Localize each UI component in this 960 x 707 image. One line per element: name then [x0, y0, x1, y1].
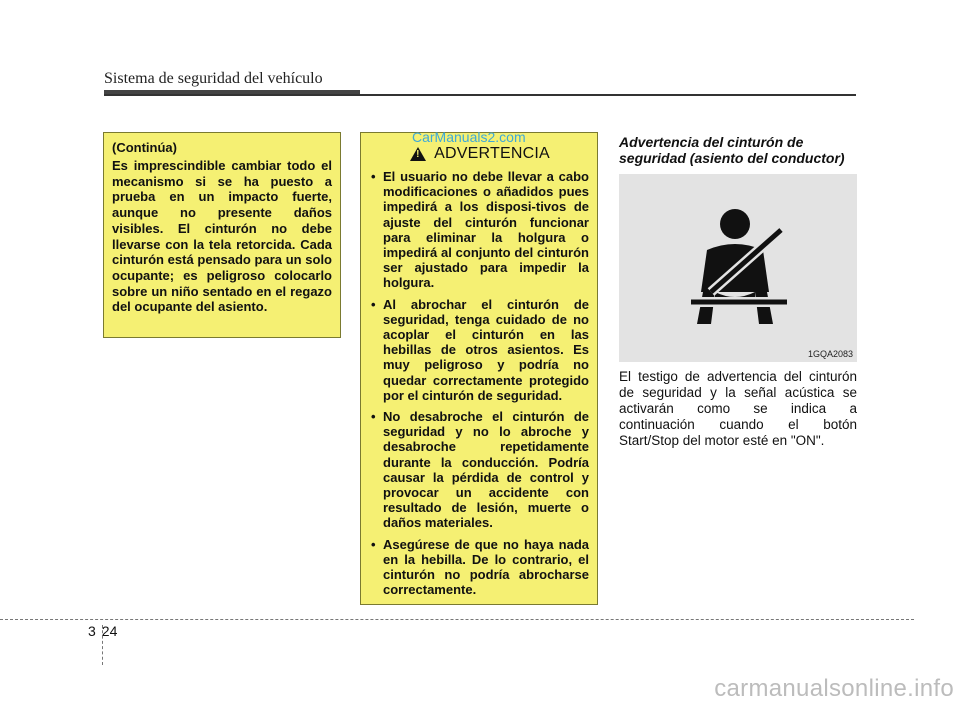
- warning-item: • Al abrochar el cinturón de seguridad, tenga cuidado de no acoplar el cinturón en las hebillas de otros asientos. Es muy peligroso y podría no quedar correctamente protegido por el cinturón de seguridad.: [371, 297, 589, 403]
- seatbelt-warning-figure: [619, 174, 857, 362]
- header-rule: [104, 94, 856, 96]
- warning-item: • No desabroche el cinturón de seguridad y no lo abroche y desabroche repetidamente durante la conducción. Podría causar la pérdida de control y provocar un accidente con resultado de lesión, muerte o daños materiales.: [371, 409, 589, 531]
- warning-header: [371, 145, 589, 163]
- footer-divider: [0, 619, 914, 620]
- figure-code: 1GQA2083: [807, 349, 853, 359]
- continued-warning-box: [103, 132, 341, 338]
- page-number-value: 24: [101, 623, 118, 639]
- warning-box: [360, 132, 598, 605]
- warning-triangle-icon: [410, 147, 426, 161]
- seatbelt-person-icon: [619, 174, 857, 362]
- warning-item: • Asegúrese de que no haya nada en la hebilla. De lo contrario, el cinturón no podría abrocharse correctamente.: [371, 537, 589, 598]
- section-heading: Advertencia del cinturón de seguridad (asiento del conductor): [619, 134, 845, 166]
- chapter-number: 3: [88, 623, 96, 639]
- footer-site-watermark: carmanualsonline.info: [714, 675, 954, 702]
- continued-text: Es imprescindible cambiar todo el mecanismo si se ha puesto a prueba en un impacto fuerte, aunque no presente daños visibles. El cinturón no debe llevarse con la tela retorcida. Cada cinturón está pensado para un solo ocupante; es peligroso colocarlo sobre un niño sentado en el regazo del ocupante del asiento.: [112, 158, 332, 315]
- warning-item: • El usuario no debe llevar a cabo modificaciones o añadidos pues impedirá a los disposi-tivos de ajuste del cinturón funcionar para eliminar la holgura o impedirá al conjunto del cinturón ser ajustado para impedir la holgura.: [371, 169, 589, 291]
- page-header-title: Sistema de seguridad del vehículo: [104, 70, 323, 87]
- warning-list: [371, 169, 589, 597]
- continued-label: (Continúa): [112, 140, 177, 155]
- page-number: [88, 623, 123, 639]
- body-paragraph: El testigo de advertencia del cinturón de seguridad y la señal acústica se activarán como se indica a continuación cuando el botón Start/Stop del motor esté en "ON".: [619, 369, 857, 448]
- warning-title: ADVERTENCIA: [434, 145, 550, 162]
- watermark-link[interactable]: CarManuals2.com: [412, 129, 526, 145]
